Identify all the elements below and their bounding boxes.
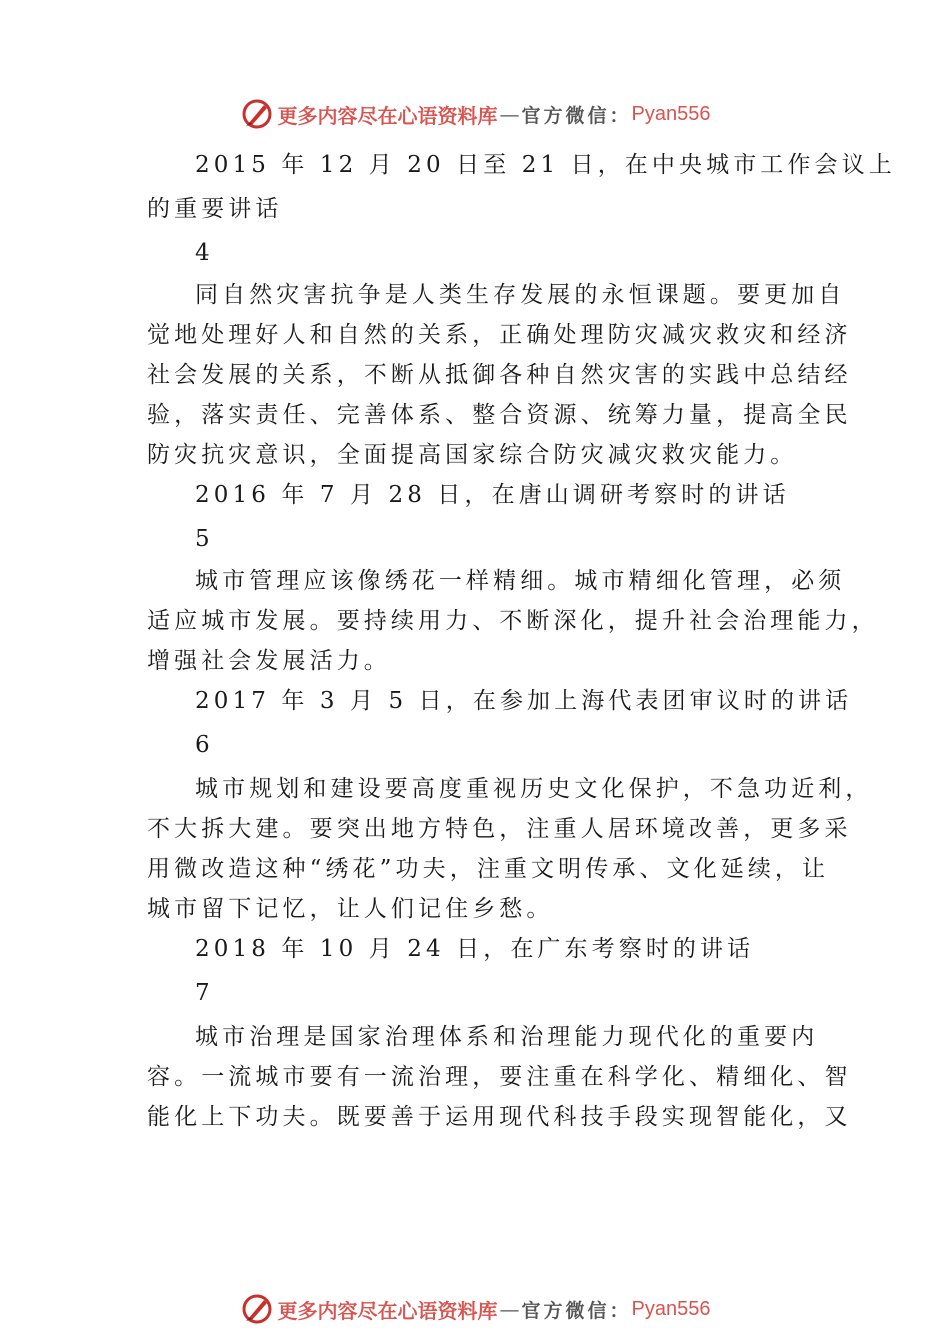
date-line: 2017 年 3 月 5 日，在参加上海代表团审议时的讲话 xyxy=(195,688,853,714)
footer-banner xyxy=(0,1289,950,1329)
footer-wechat-label: 官方微信： xyxy=(521,1299,632,1322)
footer-brand-text: 更多内容尽在心语资料库 xyxy=(277,1298,498,1323)
section-number: 7 xyxy=(195,980,214,1006)
paragraph-line: 容。一流城市要有一流治理，要注重在科学化、精细化、智 xyxy=(147,1064,852,1090)
date-line: 2016 年 7 月 28 日，在唐山调研考察时的讲话 xyxy=(195,482,790,508)
header-wechat-id: Pyan556 xyxy=(631,102,711,125)
paragraph-line: 适应城市发展。要持续用力、不断深化，提升社会治理能力， xyxy=(147,608,879,634)
footer-wechat-id: Pyan556 xyxy=(631,1297,711,1320)
header-wechat-label: 官方微信： xyxy=(521,104,632,127)
paragraph-line: 城市留下记忆，让人们记住乡愁。 xyxy=(147,896,554,922)
paragraph-line: 增强社会发展活力。 xyxy=(147,648,391,674)
paragraph-line: 城市治理是国家治理体系和治理能力现代化的重要内 xyxy=(195,1024,819,1050)
paragraph-line: 防灾抗灾意识，全面提高国家综合防灾减灾救灾能力。 xyxy=(147,442,798,468)
paragraph-line: 用微改造这种“绣花”功夫，注重文明传承、文化延续，让 xyxy=(147,856,830,882)
footer-separator: — xyxy=(499,1297,520,1321)
paragraph-line: 同自然灾害抗争是人类生存发展的永恒课题。要更加自 xyxy=(195,282,846,308)
pen-logo-icon xyxy=(240,1292,274,1326)
paragraph-line: 能化上下功夫。既要善于运用现代科技手段实现智能化，又 xyxy=(147,1104,852,1130)
paragraph-line: 觉地处理好人和自然的关系，正确处理防灾减灾救灾和经济 xyxy=(147,322,852,348)
header-brand-text: 更多内容尽在心语资料库 xyxy=(277,103,498,128)
paragraph-line: 城市管理应该像绣花一样精细。城市精细化管理，必须 xyxy=(195,568,846,594)
text-line: 的重要讲话 xyxy=(147,196,283,222)
paragraph-line: 城市规划和建设要高度重视历史文化保护，不急功近利， xyxy=(195,776,873,802)
date-line: 2018 年 10 月 24 日，在广东考察时的讲话 xyxy=(195,936,755,962)
pen-logo-icon xyxy=(240,97,274,131)
section-number: 4 xyxy=(195,240,214,266)
paragraph-line: 不大拆大建。要突出地方特色，注重人居环境改善，更多采 xyxy=(147,816,852,842)
header-banner xyxy=(0,94,950,134)
paragraph-line: 社会发展的关系，不断从抵御各种自然灾害的实践中总结经 xyxy=(147,362,852,388)
section-number: 6 xyxy=(195,732,214,758)
section-number: 5 xyxy=(195,526,214,552)
header-separator: — xyxy=(499,102,520,126)
paragraph-line: 验，落实责任、完善体系、整合资源、统筹力量，提高全民 xyxy=(147,402,852,428)
date-line: 2015 年 12 月 20 日至 21 日，在中央城市工作会议上 xyxy=(195,152,896,178)
